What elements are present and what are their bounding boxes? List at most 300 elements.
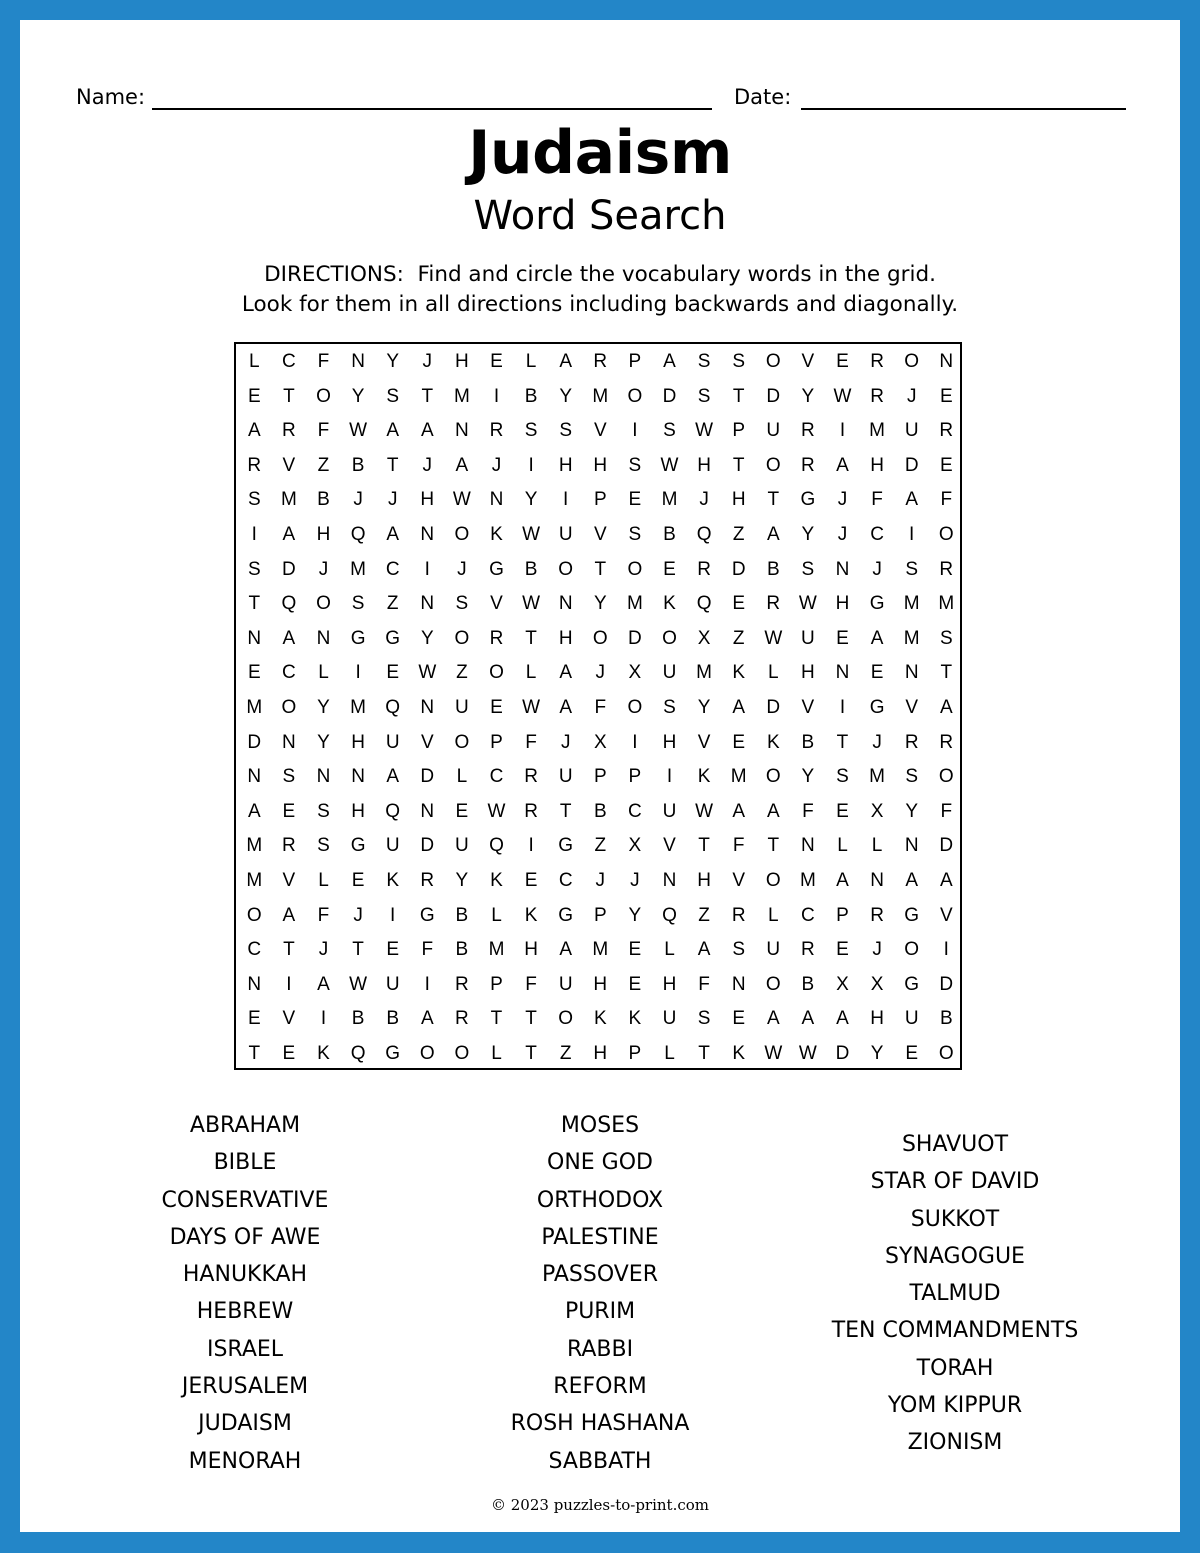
grid-cell[interactable]: T	[698, 835, 710, 857]
grid-cell[interactable]: T	[283, 385, 295, 407]
grid-cell[interactable]: W	[764, 1043, 783, 1064]
grid-cell[interactable]: S	[386, 385, 400, 407]
grid-cell[interactable]: Y	[386, 351, 400, 372]
grid-cell[interactable]: N	[420, 593, 435, 615]
grid-cell[interactable]: W	[522, 524, 541, 545]
grid-cell[interactable]: D	[904, 454, 919, 476]
grid-cell[interactable]: P	[628, 1043, 642, 1064]
grid-cell[interactable]: N	[351, 766, 365, 788]
grid-cell[interactable]: K	[628, 1008, 642, 1030]
grid-cell[interactable]: I	[563, 489, 569, 511]
grid-cell[interactable]: G	[904, 904, 920, 926]
grid-cell[interactable]: R	[801, 939, 815, 961]
grid-cell[interactable]: Y	[559, 385, 573, 407]
grid-cell[interactable]: E	[247, 662, 261, 684]
grid-cell[interactable]: H	[697, 454, 711, 476]
grid-cell[interactable]: U	[904, 1008, 919, 1030]
grid-cell[interactable]: V	[801, 351, 815, 372]
grid-cell[interactable]: L	[525, 351, 537, 372]
grid-cell[interactable]: J	[630, 870, 640, 891]
grid-cell[interactable]: T	[767, 835, 780, 857]
grid-cell[interactable]: H	[558, 454, 573, 476]
grid-cell[interactable]: H	[593, 454, 608, 476]
grid-cell[interactable]: U	[385, 835, 400, 857]
grid-cell[interactable]: U	[766, 420, 781, 442]
grid-cell[interactable]: G	[385, 1043, 401, 1064]
grid-cell[interactable]: S	[836, 766, 849, 788]
grid-cell[interactable]: G	[419, 904, 435, 926]
grid-cell[interactable]: O	[454, 731, 470, 753]
grid-cell[interactable]: S	[905, 766, 919, 788]
grid-cell[interactable]: I	[355, 662, 361, 684]
grid-cell[interactable]: L	[871, 835, 883, 857]
grid-cell[interactable]: L	[525, 662, 537, 684]
grid-cell[interactable]: Y	[801, 524, 815, 545]
grid-cell[interactable]: S	[801, 558, 815, 580]
grid-cell[interactable]: K	[593, 1008, 607, 1030]
grid-cell[interactable]: M	[592, 939, 609, 961]
grid-cell[interactable]: V	[593, 420, 607, 442]
grid-cell[interactable]: O	[454, 524, 470, 545]
grid-cell[interactable]: X	[836, 973, 849, 995]
grid-cell[interactable]: R	[801, 420, 815, 442]
grid-cell[interactable]: D	[835, 1043, 850, 1064]
grid-cell[interactable]: W	[522, 697, 541, 718]
grid-cell[interactable]: W	[833, 385, 852, 407]
grid-cell[interactable]: U	[766, 939, 781, 961]
grid-cell[interactable]: T	[594, 558, 607, 580]
grid-cell[interactable]: A	[939, 697, 953, 718]
grid-cell[interactable]: N	[455, 420, 469, 442]
grid-cell[interactable]: H	[662, 973, 677, 995]
grid-cell[interactable]: G	[385, 627, 401, 649]
grid-cell[interactable]: T	[559, 800, 572, 822]
grid-cell[interactable]: J	[872, 731, 882, 753]
grid-cell[interactable]: N	[247, 627, 262, 649]
grid-cell[interactable]: M	[592, 385, 609, 407]
grid-cell[interactable]: K	[524, 904, 538, 926]
grid-cell[interactable]: A	[386, 524, 400, 545]
grid-cell[interactable]: E	[247, 1008, 261, 1030]
grid-cell[interactable]: X	[697, 627, 711, 649]
grid-cell[interactable]: A	[455, 454, 469, 476]
grid-cell[interactable]: E	[836, 627, 849, 649]
grid-cell[interactable]: S	[524, 420, 538, 442]
grid-cell[interactable]: O	[592, 627, 608, 649]
grid-cell[interactable]: D	[282, 558, 296, 580]
grid-cell[interactable]: E	[939, 454, 953, 476]
grid-cell[interactable]: E	[386, 662, 400, 684]
grid-cell[interactable]: N	[662, 870, 677, 891]
grid-cell[interactable]: X	[870, 973, 884, 995]
grid-cell[interactable]: P	[490, 731, 503, 753]
grid-cell[interactable]: L	[491, 904, 502, 926]
grid-cell[interactable]: F	[732, 835, 745, 857]
grid-cell[interactable]: A	[386, 420, 400, 442]
grid-cell[interactable]: J	[353, 904, 363, 926]
grid-cell[interactable]: J	[906, 385, 917, 407]
grid-cell[interactable]: O	[558, 558, 574, 580]
grid-cell[interactable]: W	[798, 1043, 817, 1064]
grid-cell[interactable]: T	[525, 1043, 537, 1064]
grid-cell[interactable]: M	[488, 939, 505, 961]
word-search-grid[interactable]	[234, 342, 962, 1070]
grid-cell[interactable]: U	[558, 766, 573, 788]
grid-cell[interactable]: K	[663, 593, 676, 615]
grid-cell[interactable]: J	[387, 489, 398, 511]
grid-cell[interactable]: N	[316, 766, 331, 788]
grid-cell[interactable]: P	[628, 351, 642, 372]
grid-cell[interactable]: P	[836, 904, 849, 926]
grid-cell[interactable]: S	[939, 627, 953, 649]
grid-cell[interactable]: F	[940, 800, 953, 822]
grid-cell[interactable]: H	[351, 800, 365, 822]
grid-cell[interactable]: O	[765, 870, 781, 891]
grid-cell[interactable]: E	[490, 351, 503, 372]
grid-cell[interactable]: N	[731, 973, 746, 995]
grid-cell[interactable]: J	[491, 454, 502, 476]
grid-cell[interactable]: D	[662, 385, 677, 407]
grid-cell[interactable]: H	[593, 1043, 608, 1064]
grid-cell[interactable]: W	[487, 800, 506, 822]
grid-cell[interactable]: N	[420, 800, 435, 822]
grid-cell[interactable]: T	[525, 627, 537, 649]
grid-cell[interactable]: C	[628, 800, 642, 822]
grid-cell[interactable]: P	[490, 973, 503, 995]
grid-cell[interactable]: O	[454, 627, 470, 649]
grid-cell[interactable]: I	[424, 973, 430, 995]
grid-cell[interactable]: J	[837, 524, 848, 545]
grid-cell[interactable]: I	[493, 385, 500, 407]
grid-cell[interactable]: E	[490, 697, 503, 718]
grid-cell[interactable]: K	[386, 870, 400, 891]
grid-cell[interactable]: S	[559, 420, 573, 442]
grid-cell[interactable]: S	[663, 697, 676, 718]
grid-cell[interactable]: A	[559, 697, 573, 718]
grid-cell[interactable]: T	[732, 454, 745, 476]
grid-cell[interactable]: W	[522, 593, 541, 615]
grid-cell[interactable]: K	[766, 731, 780, 753]
grid-cell[interactable]: T	[490, 1008, 503, 1030]
grid-cell[interactable]: A	[663, 351, 676, 372]
grid-cell[interactable]: V	[490, 593, 503, 615]
grid-cell[interactable]: I	[528, 835, 534, 857]
grid-cell[interactable]: T	[248, 593, 261, 615]
grid-cell[interactable]: W	[349, 973, 368, 995]
grid-cell[interactable]: I	[320, 1008, 327, 1030]
grid-cell[interactable]: R	[939, 731, 954, 753]
grid-cell[interactable]: L	[768, 904, 779, 926]
grid-cell[interactable]: A	[801, 1008, 815, 1030]
grid-cell[interactable]: O	[904, 939, 920, 961]
grid-cell[interactable]: I	[632, 420, 638, 442]
grid-cell[interactable]: A	[559, 939, 573, 961]
grid-cell[interactable]: F	[871, 489, 883, 511]
grid-cell[interactable]: A	[247, 420, 261, 442]
grid-cell[interactable]: Z	[732, 524, 745, 545]
grid-cell[interactable]: A	[836, 870, 849, 891]
grid-cell[interactable]: I	[943, 939, 949, 961]
grid-cell[interactable]: M	[869, 420, 885, 442]
grid-cell[interactable]: D	[731, 558, 746, 580]
grid-cell[interactable]: Z	[456, 662, 468, 684]
grid-cell[interactable]: I	[909, 524, 915, 545]
grid-cell[interactable]: J	[872, 939, 882, 961]
grid-cell[interactable]: S	[697, 351, 711, 372]
grid-cell[interactable]: A	[282, 904, 296, 926]
grid-cell[interactable]: R	[524, 766, 538, 788]
grid-cell[interactable]: M	[246, 835, 263, 857]
grid-cell[interactable]: Y	[628, 904, 642, 926]
grid-cell[interactable]: X	[870, 800, 884, 822]
grid-cell[interactable]: I	[632, 731, 638, 753]
grid-cell[interactable]: O	[246, 904, 262, 926]
grid-cell[interactable]: N	[904, 662, 919, 684]
grid-cell[interactable]: E	[732, 1008, 746, 1030]
grid-cell[interactable]: E	[836, 800, 849, 822]
grid-cell[interactable]: C	[870, 524, 884, 545]
grid-cell[interactable]: Y	[870, 1043, 884, 1064]
grid-cell[interactable]: A	[559, 662, 573, 684]
grid-cell[interactable]: A	[766, 1008, 780, 1030]
grid-cell[interactable]: U	[801, 627, 815, 649]
grid-cell[interactable]: E	[524, 870, 538, 891]
grid-cell[interactable]: A	[282, 524, 296, 545]
grid-cell[interactable]: E	[628, 489, 642, 511]
grid-cell[interactable]: O	[938, 766, 954, 788]
grid-cell[interactable]: G	[800, 489, 816, 511]
grid-cell[interactable]: E	[732, 593, 746, 615]
grid-cell[interactable]: C	[489, 766, 504, 788]
grid-cell[interactable]: M	[453, 385, 470, 407]
grid-cell[interactable]: E	[732, 731, 746, 753]
grid-cell[interactable]: M	[626, 593, 643, 615]
grid-cell[interactable]: N	[939, 351, 954, 372]
grid-cell[interactable]: Q	[696, 593, 712, 615]
grid-cell[interactable]: J	[457, 558, 467, 580]
grid-cell[interactable]: N	[870, 870, 884, 891]
grid-cell[interactable]: O	[904, 351, 920, 372]
grid-cell[interactable]: B	[593, 800, 607, 822]
grid-cell[interactable]: M	[903, 593, 920, 615]
grid-cell[interactable]: O	[765, 973, 781, 995]
grid-cell[interactable]: G	[869, 593, 885, 615]
grid-cell[interactable]: Q	[385, 800, 401, 822]
grid-cell[interactable]: R	[282, 835, 296, 857]
grid-cell[interactable]: T	[836, 731, 849, 753]
grid-cell[interactable]: G	[558, 904, 574, 926]
grid-cell[interactable]: R	[939, 420, 954, 442]
grid-cell[interactable]: O	[765, 766, 781, 788]
grid-cell[interactable]: O	[627, 697, 643, 718]
grid-cell[interactable]: S	[247, 489, 261, 511]
grid-cell[interactable]: V	[593, 524, 607, 545]
grid-cell[interactable]: B	[939, 1008, 953, 1030]
grid-cell[interactable]: M	[246, 697, 263, 718]
grid-cell[interactable]: M	[280, 489, 297, 511]
grid-cell[interactable]: A	[766, 524, 780, 545]
grid-cell[interactable]: W	[695, 800, 714, 822]
grid-cell[interactable]: B	[524, 385, 538, 407]
grid-cell[interactable]: Y	[697, 697, 711, 718]
grid-cell[interactable]: W	[695, 420, 714, 442]
grid-cell[interactable]: J	[872, 558, 882, 580]
grid-cell[interactable]: R	[870, 904, 884, 926]
grid-cell[interactable]: G	[489, 558, 504, 580]
grid-cell[interactable]: E	[247, 385, 261, 407]
grid-cell[interactable]: F	[525, 731, 537, 753]
grid-cell[interactable]: H	[835, 593, 850, 615]
grid-cell[interactable]: K	[732, 1043, 746, 1064]
grid-cell[interactable]: F	[421, 939, 434, 961]
grid-cell[interactable]: M	[730, 766, 747, 788]
grid-cell[interactable]: A	[939, 870, 953, 891]
grid-cell[interactable]: E	[282, 1043, 296, 1064]
grid-cell[interactable]: G	[558, 835, 574, 857]
grid-cell[interactable]: H	[316, 524, 331, 545]
grid-cell[interactable]: U	[385, 973, 400, 995]
grid-cell[interactable]: B	[663, 524, 676, 545]
grid-cell[interactable]: H	[524, 939, 538, 961]
grid-cell[interactable]: A	[559, 351, 573, 372]
grid-cell[interactable]: F	[317, 420, 330, 442]
grid-cell[interactable]: O	[316, 593, 331, 615]
grid-cell[interactable]: C	[282, 351, 296, 372]
grid-cell[interactable]: I	[839, 697, 846, 718]
grid-cell[interactable]: V	[282, 1008, 296, 1030]
grid-cell[interactable]: A	[247, 800, 261, 822]
grid-cell[interactable]: B	[317, 489, 330, 511]
grid-cell[interactable]: O	[558, 1008, 574, 1030]
grid-cell[interactable]: H	[870, 454, 884, 476]
grid-cell[interactable]: L	[318, 662, 329, 684]
grid-cell[interactable]: H	[731, 489, 746, 511]
grid-cell[interactable]: Q	[350, 524, 366, 545]
grid-cell[interactable]: U	[558, 524, 573, 545]
grid-cell[interactable]: E	[282, 800, 296, 822]
grid-cell[interactable]: B	[351, 454, 365, 476]
grid-cell[interactable]: U	[662, 662, 677, 684]
grid-cell[interactable]: R	[904, 731, 919, 753]
grid-cell[interactable]: P	[593, 904, 607, 926]
grid-cell[interactable]: J	[353, 489, 363, 511]
grid-cell[interactable]: S	[247, 558, 261, 580]
grid-cell[interactable]: W	[798, 593, 817, 615]
grid-cell[interactable]: Q	[696, 524, 712, 545]
grid-cell[interactable]: Q	[489, 835, 504, 857]
grid-cell[interactable]: A	[836, 1008, 849, 1030]
grid-cell[interactable]: S	[628, 524, 642, 545]
grid-cell[interactable]: U	[558, 973, 573, 995]
grid-cell[interactable]: U	[904, 420, 919, 442]
grid-cell[interactable]: D	[628, 627, 642, 649]
grid-cell[interactable]: E	[455, 800, 469, 822]
grid-cell[interactable]: R	[593, 351, 608, 372]
grid-cell[interactable]: Q	[662, 904, 677, 926]
grid-cell[interactable]: O	[489, 662, 504, 684]
grid-cell[interactable]: O	[765, 351, 781, 372]
grid-cell[interactable]: O	[627, 558, 643, 580]
grid-cell[interactable]: L	[318, 870, 329, 891]
grid-cell[interactable]: R	[697, 558, 711, 580]
grid-cell[interactable]: S	[317, 835, 330, 857]
grid-cell[interactable]: R	[489, 627, 504, 649]
grid-cell[interactable]: A	[420, 420, 434, 442]
grid-cell[interactable]: I	[666, 766, 673, 788]
grid-cell[interactable]: Y	[593, 593, 607, 615]
grid-cell[interactable]: R	[524, 800, 538, 822]
grid-cell[interactable]: B	[351, 1008, 365, 1030]
grid-cell[interactable]: Z	[317, 454, 330, 476]
grid-cell[interactable]: R	[870, 351, 884, 372]
grid-cell[interactable]: I	[251, 524, 257, 545]
grid-cell[interactable]: N	[801, 835, 815, 857]
name-field[interactable]	[152, 108, 712, 110]
grid-cell[interactable]: C	[247, 939, 262, 961]
grid-cell[interactable]: U	[662, 1008, 677, 1030]
grid-cell[interactable]: J	[560, 731, 571, 753]
grid-cell[interactable]: V	[939, 904, 953, 926]
grid-cell[interactable]: N	[316, 627, 331, 649]
grid-cell[interactable]: A	[420, 1008, 434, 1030]
grid-cell[interactable]: A	[766, 800, 780, 822]
grid-cell[interactable]: S	[697, 1008, 711, 1030]
grid-cell[interactable]: N	[489, 489, 504, 511]
grid-cell[interactable]: S	[317, 800, 330, 822]
grid-cell[interactable]: F	[525, 973, 537, 995]
grid-cell[interactable]: R	[455, 1008, 469, 1030]
grid-cell[interactable]: P	[593, 766, 607, 788]
grid-cell[interactable]: K	[697, 766, 711, 788]
grid-cell[interactable]: M	[246, 870, 263, 891]
grid-cell[interactable]: J	[318, 558, 329, 580]
grid-cell[interactable]: V	[801, 697, 815, 718]
grid-cell[interactable]: X	[593, 731, 607, 753]
grid-cell[interactable]: M	[799, 870, 816, 891]
grid-cell[interactable]: I	[528, 454, 534, 476]
grid-cell[interactable]: E	[905, 1043, 919, 1064]
grid-cell[interactable]: S	[905, 558, 919, 580]
grid-cell[interactable]: S	[697, 385, 711, 407]
grid-cell[interactable]: O	[627, 385, 643, 407]
grid-cell[interactable]: Q	[350, 1043, 366, 1064]
grid-cell[interactable]: E	[939, 385, 953, 407]
grid-cell[interactable]: M	[661, 489, 678, 511]
grid-cell[interactable]: U	[662, 800, 677, 822]
grid-cell[interactable]: S	[732, 939, 746, 961]
grid-cell[interactable]: L	[837, 835, 848, 857]
grid-cell[interactable]: I	[390, 904, 396, 926]
grid-cell[interactable]: S	[663, 420, 676, 442]
grid-cell[interactable]: K	[732, 662, 746, 684]
grid-cell[interactable]: H	[455, 351, 469, 372]
grid-cell[interactable]: H	[558, 627, 573, 649]
grid-cell[interactable]: T	[283, 939, 295, 961]
grid-cell[interactable]: J	[699, 489, 709, 511]
grid-cell[interactable]: H	[351, 731, 365, 753]
grid-cell[interactable]: T	[421, 385, 434, 407]
grid-cell[interactable]: Y	[455, 870, 469, 891]
grid-cell[interactable]: J	[837, 489, 848, 511]
grid-cell[interactable]: P	[593, 489, 607, 511]
grid-cell[interactable]: J	[318, 939, 329, 961]
grid-cell[interactable]: G	[904, 973, 920, 995]
grid-cell[interactable]: S	[628, 454, 642, 476]
grid-cell[interactable]: Q	[281, 593, 297, 615]
grid-cell[interactable]: D	[420, 835, 435, 857]
grid-cell[interactable]: Q	[385, 697, 401, 718]
grid-cell[interactable]: N	[420, 524, 435, 545]
